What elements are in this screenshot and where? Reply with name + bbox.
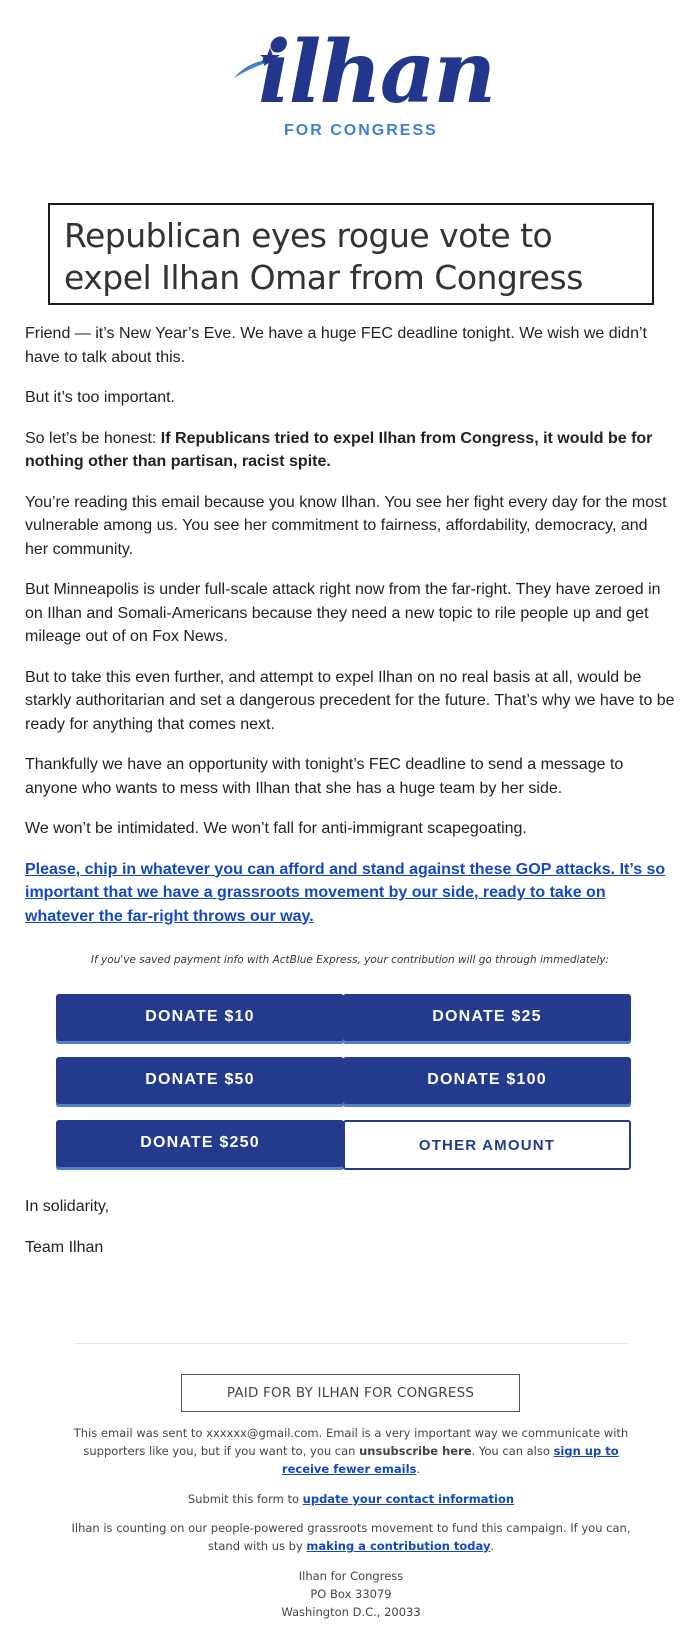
donate-250-button[interactable]: DONATE $250 (56, 1120, 344, 1170)
cta-paragraph (25, 858, 675, 929)
donate-25-button[interactable]: DONATE $25 (343, 994, 631, 1044)
paragraph: You’re reading this email because you know Ilhan. You see her fight every day for the most vulnerable among us. You see her commitment to fairness, affordability, democracy, and her community. (25, 493, 667, 558)
paragraph: Thankfully we have an opportunity with tonight’s FEC deadline to send a message to anyone who wants to mess with Ilhan that she has a huge team by her side. (25, 756, 624, 797)
footer-text: . (416, 1462, 421, 1476)
footer-divider (75, 1343, 627, 1344)
paragraph: But Minneapolis is under full-scale attack right now from the far-right. They have zeroed in on Ilhan and Somali-Americans because they need a new topic to rile people up and get mileage out of on Fox News. (25, 581, 661, 645)
po-box: PO Box 33079 (310, 1587, 392, 1601)
paragraph: Friend — it’s New Year’s Eve. We have a huge FEC deadline tonight. We wish we didn’t have to talk about this. (25, 325, 647, 366)
campaign-logo (0, 22, 700, 150)
unsubscribe-link[interactable]: unsubscribe here (359, 1444, 472, 1458)
footer-text: Submit this form to (187, 1492, 303, 1506)
donate-100-button[interactable]: DONATE $100 (343, 1057, 631, 1107)
footer-text: . Email is a very important way we communicate with supporters like you, but if you want to, you can (83, 1426, 629, 1458)
footer-text: This email was sent to (73, 1426, 207, 1440)
footer-contribution (70, 1519, 632, 1555)
donate-cta-link[interactable]: Please, chip in whatever you can afford and stand against these GOP attacks. It’s so important that we have a grassroots movement by our side, ready to take on whatever the far-right throws our way. (25, 860, 666, 925)
footer-address (70, 1567, 632, 1621)
update-contact-info-link[interactable]: update your contact information (302, 1492, 515, 1506)
signoff-line: In solidarity, (25, 1198, 110, 1215)
signoff-signature: Team Ilhan (25, 1239, 104, 1256)
paragraph-lead: So let’s be honest: (25, 429, 161, 447)
logo-wordmark: ilhan (258, 22, 495, 123)
signoff (25, 1195, 109, 1277)
footer-text: Ilhan is counting on our people-powered grassroots movement to fund this campaign. If you can, stand with us by (71, 1521, 631, 1553)
footer-text: . You can also (471, 1444, 554, 1458)
actblue-express-note: If you've saved payment info with ActBlue Express, your contribution will go through immediately: (90, 954, 610, 966)
donate-10-button[interactable]: DONATE $10 (56, 994, 344, 1044)
city-line: Washington D.C., 20033 (281, 1605, 421, 1619)
org-name: Ilhan for Congress (298, 1569, 404, 1583)
recipient-email: xxxxxx@gmail.com (206, 1426, 319, 1440)
donate-50-button[interactable]: DONATE $50 (56, 1057, 344, 1107)
footer-sent-to (70, 1424, 632, 1478)
footer-text: . (490, 1539, 495, 1553)
fewer-emails-link[interactable]: sign up to receive fewer emails (281, 1444, 619, 1476)
paragraph: We won’t be intimidated. We won’t fall for anti-immigrant scapegoating. (25, 820, 527, 837)
paragraph: But it’s too important. (25, 389, 175, 406)
other-amount-button[interactable]: OTHER AMOUNT (343, 1120, 631, 1170)
logo-subtitle: FOR CONGRESS (284, 122, 438, 139)
headline-box (48, 203, 654, 305)
email-body (25, 322, 675, 945)
paragraph (25, 427, 675, 474)
paragraph-bold: If Republicans tried to expel Ilhan from Congress, it would be for nothing other than partisan, racist spite. (25, 429, 653, 470)
headline-text: Republican eyes rogue vote to expel Ilhan Omar from Congress (64, 216, 583, 297)
paragraph: But to take this even further, and attempt to expel Ilhan on no real basis at all, would be starkly authoritarian and set a dangerous precedent for the future. That’s why we have to be ready for anything that comes next. (25, 668, 675, 733)
paid-for-disclaimer: PAID FOR BY ILHAN FOR CONGRESS (181, 1374, 520, 1412)
make-contribution-link[interactable]: making a contribution today (306, 1539, 491, 1553)
footer-update-info (70, 1490, 632, 1508)
